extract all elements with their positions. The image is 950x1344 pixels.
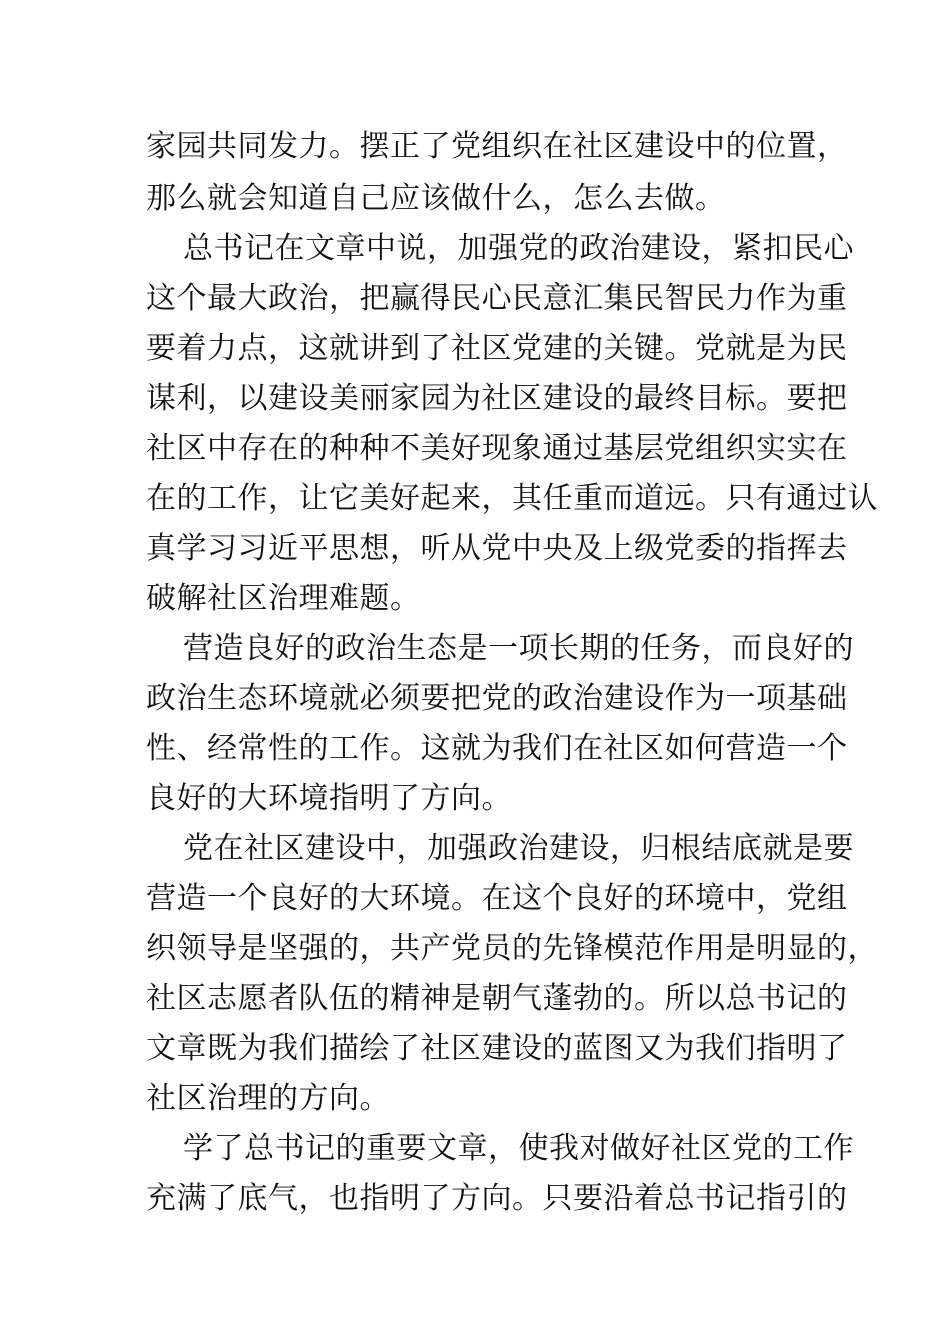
text-line: 真学习习近平思想，听从党中央及上级党委的指挥去: [146, 531, 848, 566]
text-line: 社区中存在的种种不美好现象通过基层党组织实实在: [146, 431, 848, 466]
text-line: 营造一个良好的大环境。在这个良好的环境中，党组: [146, 881, 848, 916]
paragraph-first-line: 营造良好的政治生态是一项长期的任务，而良好的: [183, 631, 854, 666]
text-line: 这个最大政治，把赢得民心民意汇集民智民力作为重: [146, 281, 848, 316]
text-line: 家园共同发力。摆正了党组织在社区建设中的位置，: [146, 129, 848, 164]
text-line: 谋利，以建设美丽家园为社区建设的最终目标。要把: [146, 381, 848, 416]
paragraph-first-line: 党在社区建设中，加强政治建设，归根结底就是要: [183, 831, 854, 866]
text-line: 要着力点，这就讲到了社区党建的关键。党就是为民: [146, 331, 848, 366]
text-line: 充满了底气，也指明了方向。只要沿着总书记指引的: [146, 1181, 848, 1216]
text-line: 文章既为我们描绘了社区建设的蓝图又为我们指明了: [146, 1031, 848, 1066]
text-line: 破解社区治理难题。: [146, 581, 421, 616]
text-line: 社区志愿者队伍的精神是朝气蓬勃的。所以总书记的: [146, 981, 848, 1016]
text-line: 那么就会知道自己应该做什么，怎么去做。: [146, 181, 726, 216]
text-line: 良好的大环境指明了方向。: [146, 781, 512, 816]
text-line: 织领导是坚强的，共产党员的先锋模范作用是明显的，: [146, 931, 878, 966]
paragraph-first-line: 总书记在文章中说，加强党的政治建设，紧扣民心: [183, 231, 854, 266]
text-line: 性、经常性的工作。这就为我们在社区如何营造一个: [146, 731, 848, 766]
text-line: 在的工作，让它美好起来，其任重而道远。只有通过认: [146, 481, 878, 516]
paragraph-first-line: 学了总书记的重要文章，使我对做好社区党的工作: [183, 1131, 854, 1166]
text-line: 政治生态环境就必须要把党的政治建设作为一项基础: [146, 681, 848, 716]
text-line: 社区治理的方向。: [146, 1081, 390, 1116]
